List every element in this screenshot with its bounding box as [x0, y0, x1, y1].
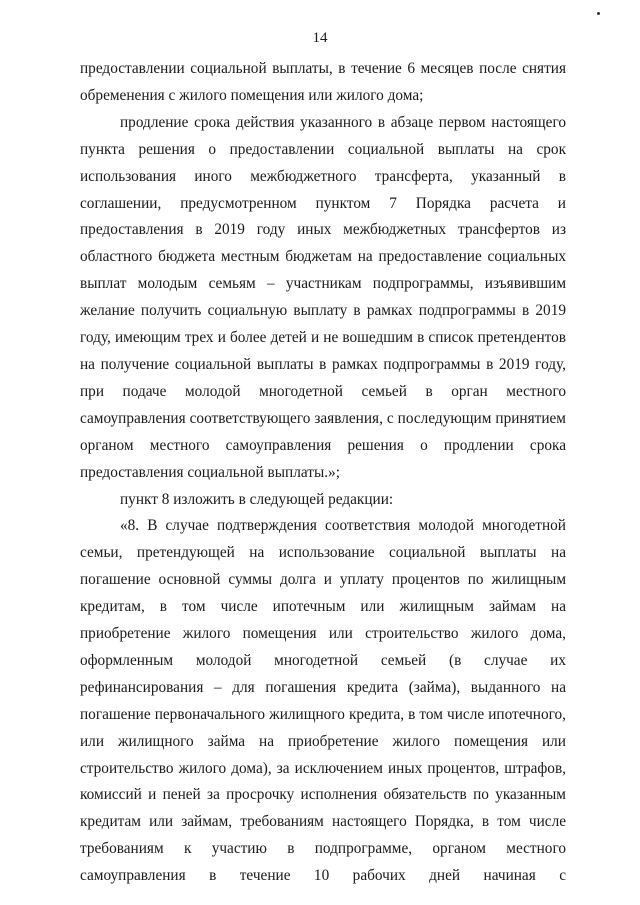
scan-mark	[597, 12, 600, 15]
paragraph-extension-term: продление срока действия указанного в абзаце первом настоящего пункта решения о предоставлении социальной выплаты на срок использования иного межбюджетного трансферта, указанный в соглашении, предусмотренном пунктом 7 Порядка расчета и предоставления в 2019 году иных межбюджетных трансфертов из областного бюджета местным бюджетам на предоставление социальных выплат молодым семьям – участникам подпрограммы, изъявившим желание получить социальную выплату в рамках подпрограммы в 2019 году, имеющим трех и более детей и не вошедшим в список претендентов на получение социальной выплаты в рамках подпрограммы в 2019 году, при подаче молодой многодетной семьей в орган местного самоуправления соответствующего заявления, с последующим принятием органом местного самоуправления решения о продлении срока предоставления социальной выплаты.»;	[80, 113, 566, 481]
paragraph-amendment-intro: пункт 8 изложить в следующей редакции:	[120, 490, 394, 508]
paragraph-clause-8: «8. В случае подтверждения соответствия молодой многодетной семьи, претендующей на использование социальной выплаты на погашение основной суммы долга и уплату процентов по жилищным кредитам, в том числе ипотечным или жилищным займам на приобретение жилого помещения или строительство жилого дома, оформленным молодой многодетной семьей (в случае их рефинансирования – для погашения кредита (займа), выданного на погашение первоначального жилищного кредита, в том числе ипотечного, или жилищного займа на приобретение жилого помещения или строительство жилого дома), за исключением иных процентов, штрафов, комиссий и пеней за просрочку исполнения обязательств по указанным кредитам или займам, требованиям настоящего Порядка, в том числе требованиям к участию в подпрограмме, органом местного самоуправления в течение 10 рабочих дней начиная с	[80, 517, 566, 885]
document-body	[80, 56, 566, 890]
paragraph-continuation: предоставлении социальной выплаты, в течение 6 месяцев после снятия обременения с жилого помещения или жилого дома;	[80, 60, 566, 104]
page-number: 14	[312, 30, 328, 46]
